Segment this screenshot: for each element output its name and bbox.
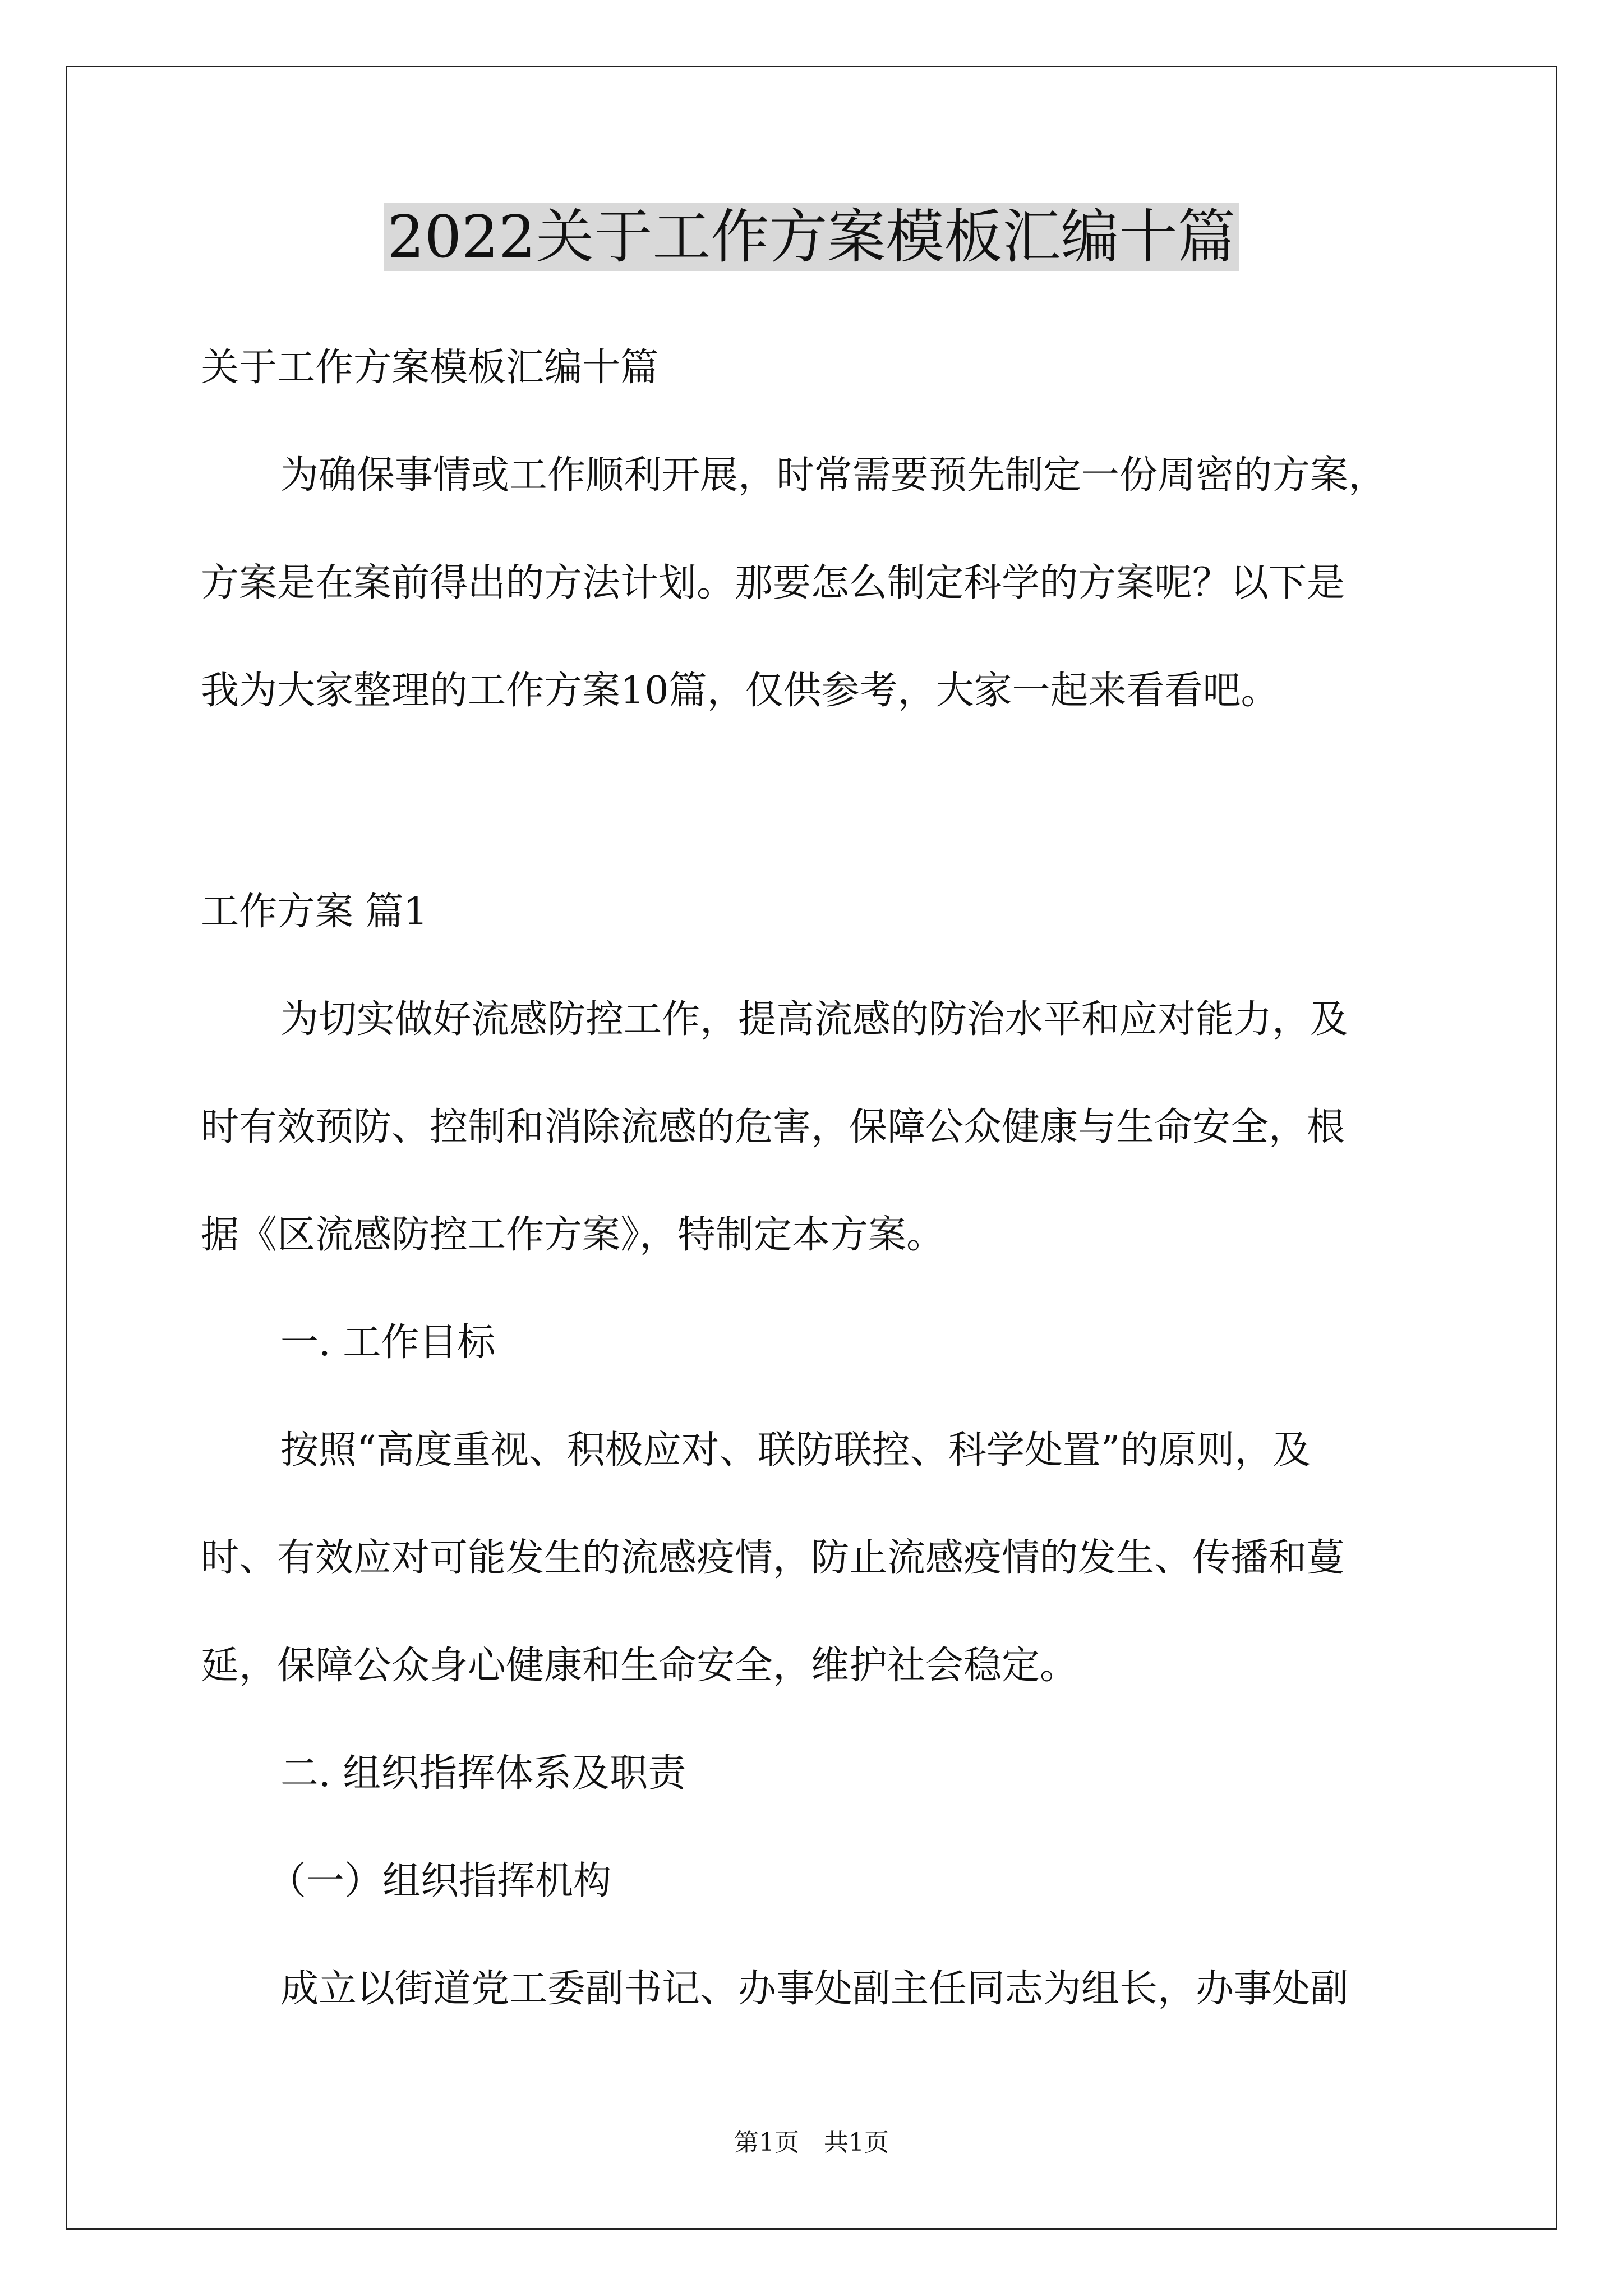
document-title <box>0 197 1623 276</box>
body-line-5: 时、有效应对可能发生的流感疫情，防止流感疫情的发生、传播和蔓 <box>201 1536 1345 1580</box>
page-footer: 第1页 共1页 <box>734 2128 889 2157</box>
intro-line-3: 我为大家整理的工作方案10篇，仅供参考，大家一起来看看吧。 <box>201 669 1279 713</box>
body-line-1: 为切实做好流感防控工作，提高流感的防治水平和应对能力，及 <box>280 997 1349 1042</box>
body-line-3: 据《区流感防控工作方案》，特制定本方案。 <box>201 1213 945 1257</box>
body-line-4: 按照“高度重视、积极应对、联防联控、科学处置”的原则，及 <box>280 1428 1311 1473</box>
body-line-2: 时有效预防、控制和消除流感的危害，保障公众健康与生命安全，根 <box>201 1105 1345 1149</box>
heading-organization: 二. 组织指挥体系及职责 <box>280 1751 686 1796</box>
document-title-text: 2022关于工作方案模板汇编十篇 <box>384 203 1239 271</box>
section-heading-1: 工作方案 篇1 <box>201 890 428 934</box>
body-line-6: 延，保障公众身心健康和生命安全，维护社会稳定。 <box>201 1644 1078 1688</box>
heading-goal: 一. 工作目标 <box>280 1320 496 1365</box>
body-line-7: 成立以街道党工委副书记、办事处副主任同志为组长，办事处副 <box>280 1967 1349 2011</box>
intro-line-1: 为确保事情或工作顺利开展，时常需要预先制定一份周密的方案， <box>280 453 1387 498</box>
intro-line-2: 方案是在案前得出的方法计划。那要怎么制定科学的方案呢？以下是 <box>201 561 1345 605</box>
subtitle-line: 关于工作方案模板汇编十篇 <box>201 346 659 390</box>
subheading-command: （一）组织指挥机构 <box>268 1859 612 1903</box>
